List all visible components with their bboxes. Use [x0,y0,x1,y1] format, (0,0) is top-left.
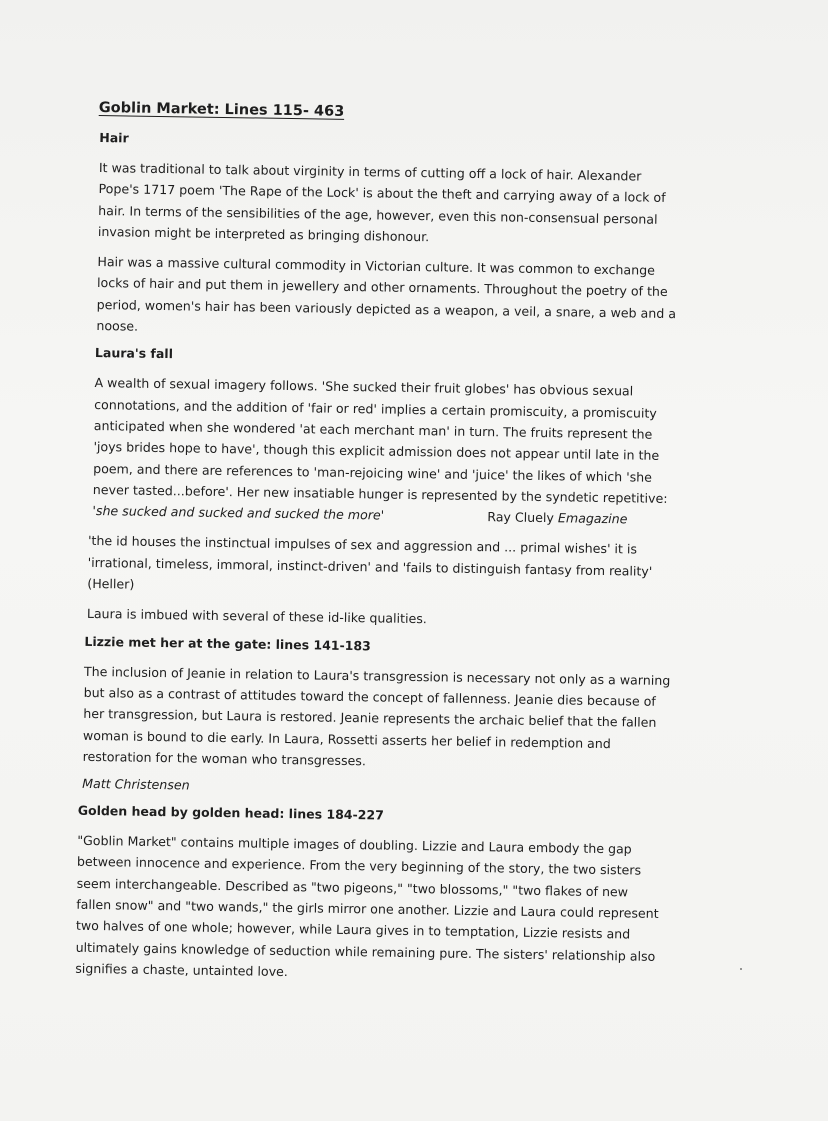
section-lizzie-gate [82,633,720,800]
section-laura-fall [92,345,725,531]
text-line: poem, and there are references to 'man-rejoicing wine' and 'juice' the likes of which 'she [93,460,653,485]
hair-paragraph-2 [96,251,726,346]
text-line: seem interchangeable. Described as "two pigeons," "two blossoms," "two flakes of new [76,875,629,900]
section-golden-head [75,803,718,989]
id-summary-paragraph [87,603,721,634]
text-line: but also as a contrast of attitudes toward the concept of fallenness. Jeanie dies because of [83,684,656,709]
text-line: Pope's 1717 poem 'The Rape of the Lock' is about the theft and carrying away of a lock of [98,181,666,206]
text-line: "Goblin Market" contains multiple images of doubling. Lizzie and Laura embody the gap [77,832,632,857]
laura-fall-paragraph [92,372,724,531]
text-line: ultimately gains knowledge of seduction while remaining pure. The sisters' relationship also [75,939,656,964]
text-line: 'irrational, timeless, immoral, instinct-driven' and 'fails to distinguish fantasy from reality' [87,554,653,579]
section-id-quote [87,530,722,634]
heading-laura-fall: Laura's fall [94,345,174,362]
text-line: 'the id houses the instinctual impulses of sex and aggression and ... primal wishes' it is [87,533,638,557]
text-line: It was traditional to talk about virginity in terms of cutting off a lock of hair. Alexander [98,160,642,184]
text-line: The inclusion of Jeanie in relation to Laura's transgression is necessary not only as a warning [83,663,671,688]
id-quote-paragraph [87,530,722,604]
poem-quote: 'she sucked and sucked and sucked the more' [92,503,385,523]
section-hair [96,130,728,346]
text-line: Laura is imbued with several of these id-like qualities. [86,606,427,627]
text-line: invasion might be interpreted as bringing dishonour. [97,223,430,245]
credit-source: Emagazine [557,510,628,527]
text-line: 'joys brides hope to have', though this explicit admission does not appear until late in the [93,439,660,464]
heading-hair: Hair [99,130,129,146]
heading-lizzie-gate: Lizzie met her at the gate: lines 141-183 [84,633,371,653]
text-line: (Heller) [87,575,135,592]
text-line: fallen snow" and "two wands," the girls mirror one another. Lizzie and Laura could represent [76,896,659,921]
golden-head-paragraph [75,830,717,989]
lizzie-gate-paragraph [82,660,720,776]
text-line: restoration for the woman who transgresses. [82,748,367,769]
text-line: two halves of one whole; however, while Laura gives in to temptation, Lizzie resists and [75,918,631,942]
text-line: hair. In terms of the sensibilities of the age, however, even this non-consensual personal [98,202,658,227]
text-line: her transgression, but Laura is restored. Jeanie represents the archaic belief that the fallen [83,706,657,731]
text-line: woman is bound to die early. In Laura, Rossetti asserts her belief in redemption and [82,727,611,751]
heading-golden-head: Golden head by golden head: lines 184-227 [77,802,384,823]
text-line: between innocence and experience. From the very beginning of the story, the two sisters [76,854,642,879]
text-line: period, women's hair has been variously depicted as a weapon, a veil, a snare, a web and a [96,296,677,321]
text-line: locks of hair and put them in jewellery and other ornaments. Throughout the poetry of the [96,275,668,300]
author-credit: Matt Christensen [82,775,190,793]
scan-speck [740,968,742,970]
quote-credit [487,506,627,529]
document-content [75,97,729,998]
credit-name: Ray Cluely [487,509,555,526]
text-line: anticipated when she wondered 'at each merchant man' in turn. The fruits represent the [93,417,653,442]
text-line: never tasted...before'. Her new insatiable hunger is represented by the syndetic repetitive: [92,481,668,506]
text-line: A wealth of sexual imagery follows. 'She sucked their fruit globes' has obvious sexual [94,375,634,399]
text-line: noose. [96,318,139,334]
document-title: Goblin Market: Lines 115- 463 [98,99,345,120]
text-line: connotations, and the addition of 'fair or red' implies a certain promiscuity, a promiscuity [94,396,657,421]
text-line: signifies a chaste, untainted love. [75,960,288,979]
hair-paragraph-1 [98,157,728,252]
text-line: Hair was a massive cultural commodity in Victorian culture. It was common to exchange [97,254,656,278]
